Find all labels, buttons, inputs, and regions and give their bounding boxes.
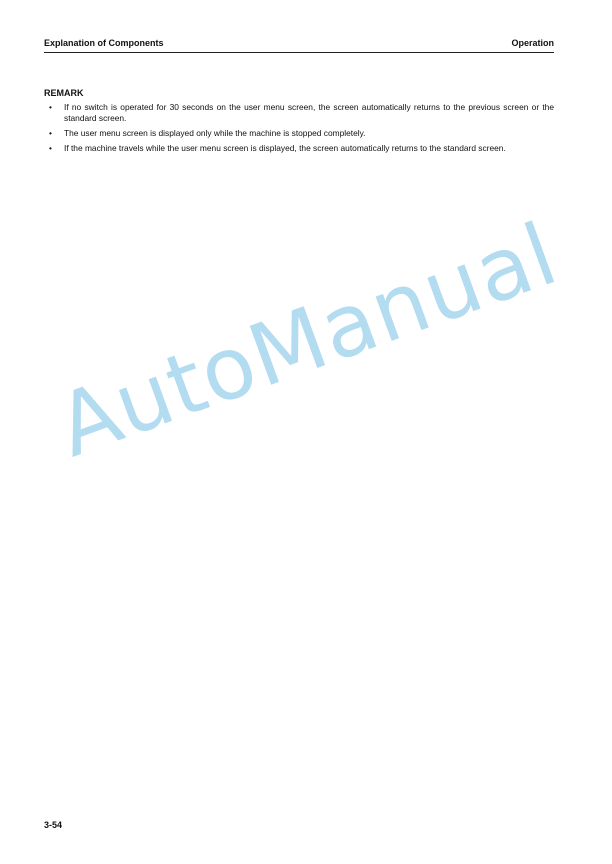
- remark-item: [44, 143, 554, 154]
- remark-item-text: The user menu screen is displayed only while the machine is stopped completely.: [64, 128, 366, 138]
- page-header: [44, 38, 554, 53]
- remark-heading: REMARK: [44, 88, 84, 98]
- bullet-icon: •: [49, 102, 52, 112]
- remark-list: [44, 102, 554, 154]
- remark-item: [44, 128, 554, 139]
- remark-item-text: If the machine travels while the user menu screen is displayed, the screen automatically returns to the standard screen.: [64, 143, 506, 153]
- page-number: 3-54: [44, 820, 63, 830]
- bullet-icon: •: [49, 143, 52, 153]
- remark-block: [44, 88, 554, 158]
- watermark: AutoManual: [44, 204, 570, 477]
- remark-item-text: If no switch is operated for 30 seconds on the user menu screen, the screen automatically returns to the previous screen or the standard screen.: [64, 102, 554, 123]
- chapter-title: Operation: [511, 38, 554, 48]
- bullet-icon: •: [49, 128, 52, 138]
- section-title: Explanation of Components: [44, 38, 164, 48]
- remark-item: [44, 102, 554, 124]
